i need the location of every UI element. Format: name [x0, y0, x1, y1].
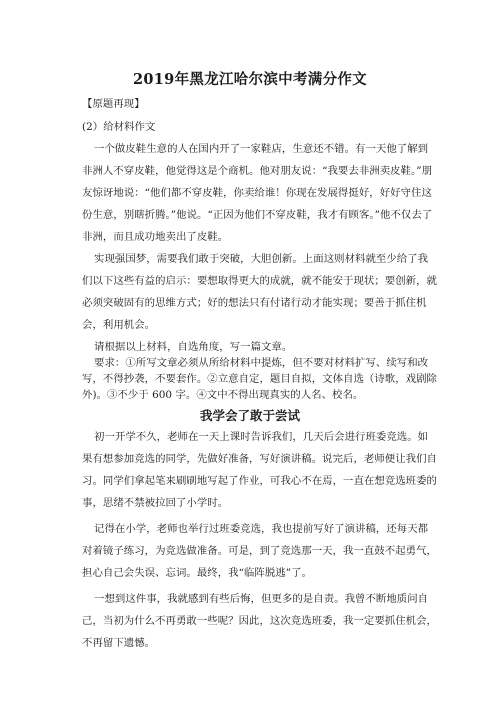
essay-line: 习。同学们拿起笔来刷刷地写起了作业，可我心不在焉，一直在想竞选班委的 — [82, 475, 437, 487]
requirement-line: 要求：①所写文章必须从所给材料中提炼，但不要对材料扩写、续写和改 — [94, 357, 429, 369]
material-line: 非洲人不穿皮鞋，他觉得这是个商机。他对朋友说：“我要去非洲卖皮鞋。”朋 — [82, 165, 433, 177]
insight-line: 必须突破固有的思维方式；好的想法只有付诸行动才能实现；要善于抓住机 — [82, 297, 427, 309]
essay-line: 不再留下遗憾。 — [82, 637, 156, 649]
material-line: 非洲，而且成功地卖出了皮鞋。 — [82, 231, 229, 243]
insight-line: 们以下这些有益的启示：要想取得更大的成就，就不能安于现状；要创新，就 — [82, 275, 437, 287]
essay-line: 一想到这件事，我就感到有些后悔，但更多的是自责。我曾不断地质问自 — [94, 593, 429, 605]
essay-line: 记得在小学，老师也举行过班委竞选，我也提前写好了演讲稿，还每天都 — [94, 523, 429, 535]
sub-label: (2）给材料作文 — [82, 121, 156, 133]
essay-line: 担心自己会失误、忘词。最终，我“临阵脱逃”了。 — [82, 567, 312, 579]
essay-line: 初一开学不久，老师在一天上课时告诉我们，几天后会进行班委竞选。如 — [94, 431, 429, 443]
requirement-line: 写，不得抄袭，不要套作。②立意自定，题目自拟，文体自选（诗歌，戏剧除 — [82, 373, 437, 385]
material-line: 一个做皮鞋生意的人在国内开了一家鞋店，生意还不错。有一天他了解到 — [94, 143, 429, 155]
insight-line: 会，利用机会。 — [82, 319, 156, 331]
requirement-line: 外)。③不少于 600 字。④文中不得出现真实的人名、校名。 — [82, 389, 364, 401]
essay-line: 对着镜子练习，为竞选做准备。可是，到了竞选那一天，我一直鼓不起勇气， — [82, 545, 437, 557]
essay-line: 果有想参加竞选的同学，先做好准备，写好演讲稿。说完后，老师便让我们自 — [82, 453, 437, 465]
insight-line: 实现强国梦，需要我们敢于突破，大胆创新。上面这则材料就至少给了我 — [94, 253, 429, 265]
instruction-text: 请根据以上材料，自选角度，写一篇文章。 — [94, 341, 293, 353]
essay-line: 己，当初为什么不再勇敢一些呢？因此，这次竞选班委，我一定要抓住机会， — [82, 615, 437, 627]
material-line: 份生意，别瞎折腾。”他说。“正因为他们不穿皮鞋，我才有顾客。”他不仅去了 — [82, 209, 433, 221]
section-label: 【原题再现】 — [82, 98, 145, 110]
essay-title: 我学会了敢于尝试 — [199, 408, 300, 423]
document-title: 2019年黑龙江哈尔滨中考满分作文 — [133, 71, 367, 88]
essay-line: 事，思绪不禁被拉回了小学时。 — [82, 497, 229, 509]
material-line: 友惊讶地说：“他们都不穿皮鞋，你卖给谁！你现在发展得挺好，好好守住这 — [82, 187, 432, 199]
